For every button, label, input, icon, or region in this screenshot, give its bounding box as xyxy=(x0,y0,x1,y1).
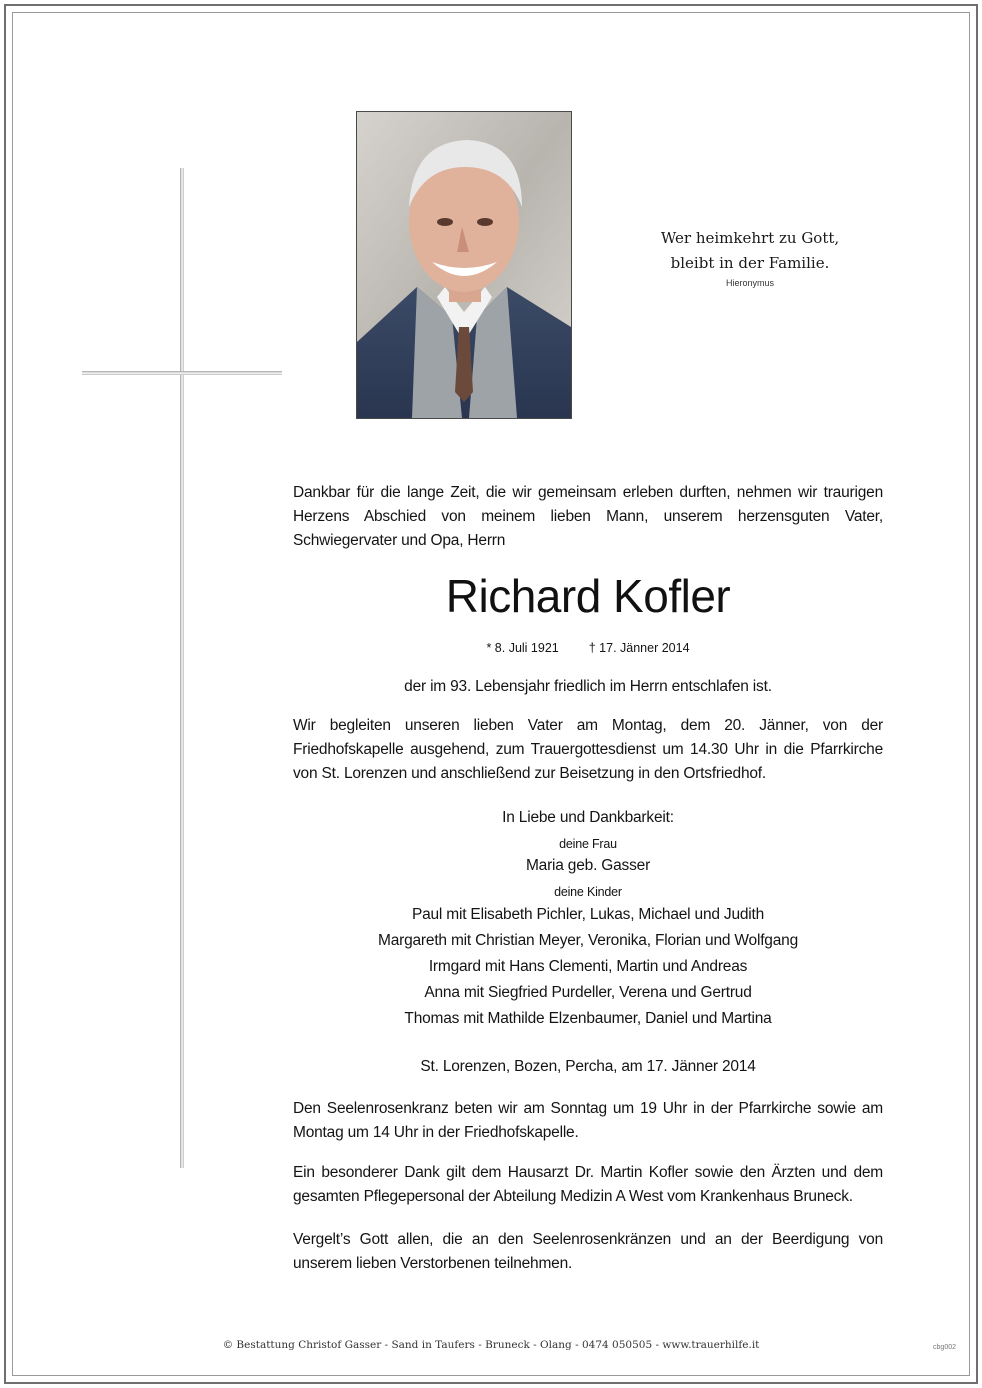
child-line: Irmgard mit Hans Clementi, Martin und Andreas xyxy=(428,958,748,975)
vergelts-paragraph: Vergelt’s Gott allen, die an den Seelenrosenkränzen und an der Beerdigung von unserem lieben Verstorbenen teilnehmen. xyxy=(293,1231,883,1272)
thanks-paragraph: Ein besonderer Dank gilt dem Hausarzt Dr. Martin Kofler sowie den Ärzten und dem gesamten Pflegepersonal der Abteilung Medizin A West vom Krankenhaus Bruneck. xyxy=(293,1164,883,1205)
footer-credit: © Bestattung Christof Gasser - Sand in Taufers - Bruneck - Olang - 0474 050505 - www.trauerhilfe.it xyxy=(222,1339,760,1351)
quote-line-1: Wer heimkehrt zu Gott, xyxy=(660,229,840,247)
intro-paragraph: Dankbar für die lange Zeit, die wir gemeinsam erleben durften, nehmen wir traurigen Herzens Abschied von meinem lieben Mann, unserem herzensguten Vater, Schwiegervater und Opa, Herrn xyxy=(293,484,883,549)
children-label: deine Kinder xyxy=(554,885,622,899)
child-line: Thomas mit Mathilde Elzenbaumer, Daniel und Martina xyxy=(404,1010,772,1027)
template-code: cbg002 xyxy=(933,1344,956,1351)
deceased-name: Richard Kofler xyxy=(445,570,731,622)
quote-block xyxy=(600,226,900,290)
child-line: Paul mit Elisabeth Pichler, Lukas, Michael und Judith xyxy=(411,906,765,923)
portrait-photo xyxy=(356,111,572,419)
wife-name: Maria geb. Gasser xyxy=(525,857,651,874)
birth-date: * 8. Juli 1921 xyxy=(486,641,559,655)
death-date: † 17. Jänner 2014 xyxy=(588,641,690,655)
child-line: Anna mit Siegfried Purdeller, Verena und Gertrud xyxy=(424,984,752,1001)
life-dates xyxy=(293,638,883,658)
funeral-paragraph: Wir begleiten unseren lieben Vater am Montag, dem 20. Jänner, von der Friedhofskapelle ausgehend, zum Trauergottesdienst um 14.30 Uhr in die Pfarrkirche von St. Lorenzen und anschließend zur Beisetzung in den Ortsfriedhof. xyxy=(293,717,883,782)
cross-vertical-bar xyxy=(180,168,184,1168)
quote-author: Hieronymus xyxy=(725,278,774,288)
age-line: der im 93. Lebensjahr friedlich im Herrn entschlafen ist. xyxy=(404,678,772,695)
mourners-block xyxy=(293,806,883,1032)
wife-label: deine Frau xyxy=(559,837,617,851)
portrait-illustration xyxy=(357,112,571,418)
cross-horizontal-bar xyxy=(82,371,282,375)
quote-line-2: bleibt in der Familie. xyxy=(670,254,830,272)
rosary-paragraph: Den Seelenrosenkranz beten wir am Sonntag um 19 Uhr in der Pfarrkirche sowie am Montag um 14 Uhr in der Friedhofskapelle. xyxy=(293,1100,883,1141)
child-line: Margareth mit Christian Meyer, Veronika, Florian und Wolfgang xyxy=(378,932,798,949)
mourners-heading: In Liebe und Dankbarkeit: xyxy=(502,809,674,826)
place-date: St. Lorenzen, Bozen, Percha, am 17. Jänner 2014 xyxy=(420,1058,756,1075)
